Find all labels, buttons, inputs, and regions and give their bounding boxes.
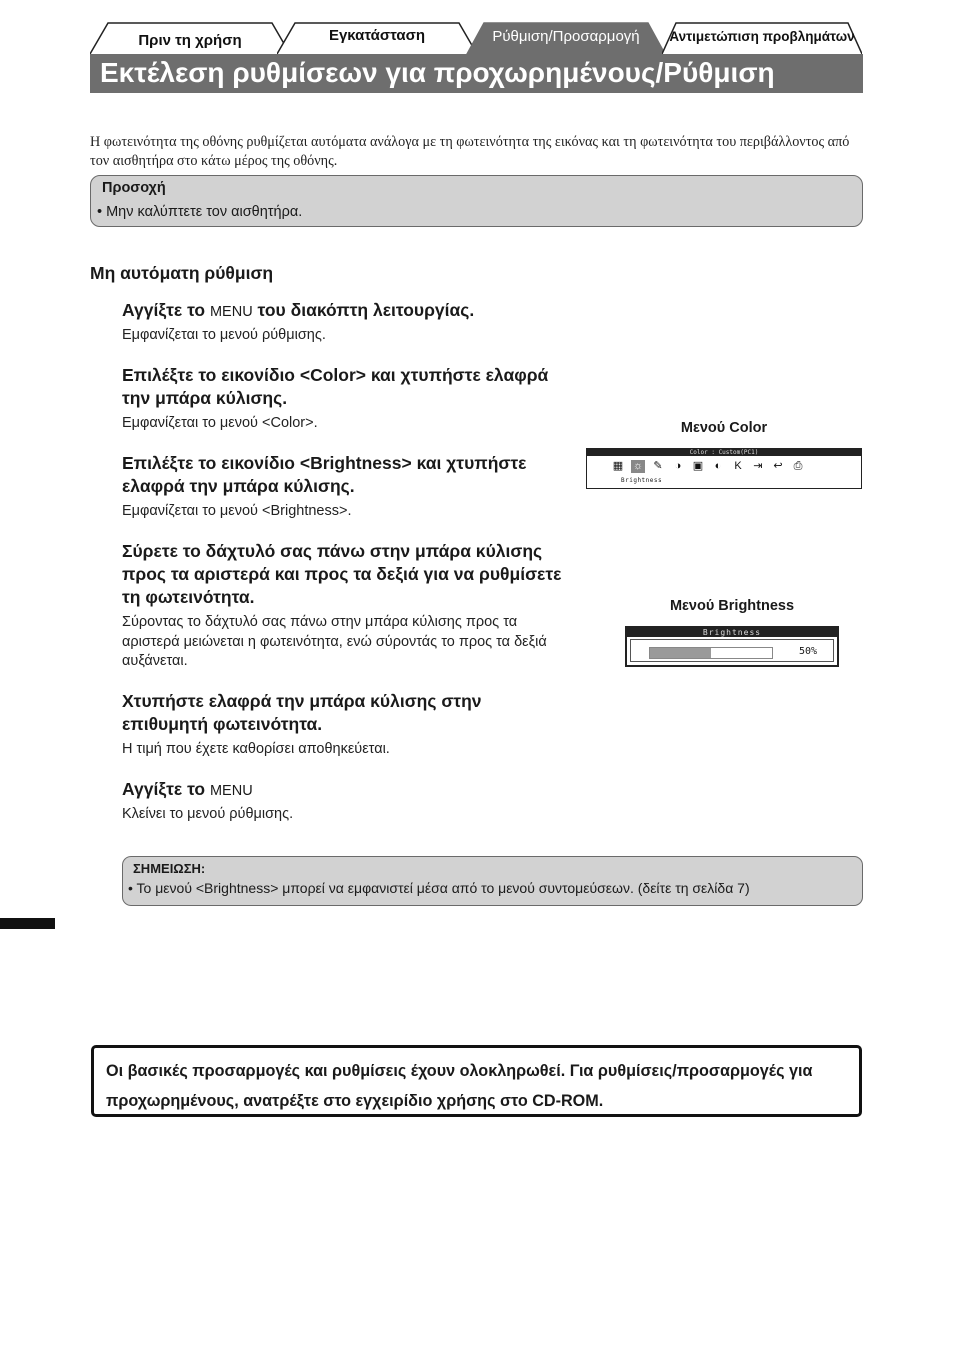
tab-troubleshooting[interactable] bbox=[662, 22, 862, 54]
step-2-heading: Επιλέξτε το εικονίδιο <Color> και χτυπήστε ελαφρά την μπάρα κύλισης. bbox=[122, 365, 549, 408]
gamma-icon: ◐ bbox=[714, 460, 722, 472]
caution-box bbox=[90, 175, 863, 227]
temperature-icon: K bbox=[734, 460, 742, 472]
brightness-slider[interactable] bbox=[649, 647, 773, 659]
menu-keyword: MENU bbox=[209, 304, 253, 320]
step-3-desc: Εμφανίζεται το μενού <Brightness>. bbox=[122, 503, 352, 519]
step-1-desc: Εμφανίζεται το μενού ρύθμισης. bbox=[122, 327, 326, 343]
step-5-heading: Χτυπήστε ελαφρά την μπάρα κύλισης στην επιθυμητή φωτεινότητα. bbox=[122, 691, 482, 734]
contrast-pen-icon: ✎ bbox=[653, 460, 663, 472]
tab-before-use[interactable] bbox=[90, 22, 290, 54]
page-title: Εκτέλεση ρυθμίσεων για προχωρημένους/Ρύθμιση bbox=[100, 57, 775, 88]
note-box bbox=[122, 856, 863, 906]
color-menu-selected: Brightness bbox=[621, 477, 663, 484]
tab-installation[interactable] bbox=[277, 22, 477, 54]
title-bar bbox=[90, 54, 863, 93]
brightness-menu-header: Brightness bbox=[627, 628, 837, 637]
step-1-pre: Αγγίξτε το bbox=[122, 300, 210, 320]
monitor-settings-icon: ▦ bbox=[612, 460, 624, 472]
intro-text: Η φωτεινότητα της οθόνης ρυθμίζεται αυτόματα ανάλογα με τη φωτεινότητα της εικόνας και τη φωτεινότητα του περιβάλλοντος από τον αισθητήρα στο κάτω μέρος της οθόνης. bbox=[90, 134, 850, 169]
contrast-icon: ◑ bbox=[674, 460, 682, 472]
color-menu-icons bbox=[611, 460, 805, 473]
page-edge-marker bbox=[0, 918, 55, 929]
brightness-icon: ☼ bbox=[632, 460, 644, 472]
return-icon: ↩ bbox=[773, 460, 783, 472]
step-6-pre: Αγγίξτε το bbox=[122, 779, 210, 799]
step-4-desc: Σύροντας το δάχτυλό σας πάνω στην μπάρα κύλισης προς τα αριστερά μειώνεται η φωτεινότητα, ενώ σύροντάς το προς τα δεξιά αυξάνεται. bbox=[122, 614, 547, 669]
completion-box bbox=[91, 1045, 862, 1117]
print-icon: ⎙ bbox=[793, 460, 803, 472]
display-icon: ▣ bbox=[692, 460, 704, 472]
tab-label: Ρύθμιση/Προσαρμογή bbox=[492, 27, 640, 45]
brightness-menu-screenshot bbox=[625, 626, 839, 667]
menu-keyword: MENU bbox=[209, 783, 253, 799]
step-6-desc: Κλείνει το μενού ρύθμισης. bbox=[122, 806, 294, 822]
brightness-menu-label: Μενού Brightness bbox=[669, 598, 795, 614]
brightness-value: 50% bbox=[798, 646, 817, 657]
section-heading: Μη αυτόματη ρύθμιση bbox=[90, 263, 274, 283]
tab-label: Αντιμετώπιση προβλημάτων bbox=[669, 28, 855, 44]
step-4-heading: Σύρετε το δάχτυλό σας πάνω στην μπάρα κύλισης προς τα αριστερά και προς τα δεξιά για να ρυθμίσετε τη φωτεινότητα. bbox=[122, 541, 562, 607]
step-6-heading bbox=[122, 778, 572, 803]
tab-label: Εγκατάσταση bbox=[328, 26, 426, 44]
tab-setup-adjustment[interactable] bbox=[466, 22, 666, 54]
brightness-slider-fill bbox=[650, 648, 711, 658]
arrow-icon: ⇥ bbox=[753, 460, 763, 472]
note-title: ΣΗΜΕΙΩΣΗ: bbox=[133, 861, 206, 876]
completion-message: Οι βασικές προσαρμογές και ρυθμίσεις έχουν ολοκληρωθεί. Για ρυθμίσεις/προσαρμογές για προχωρημένους, ανατρέξτε στο εγχειρίδιο χρήσης στο CD-ROM. bbox=[106, 1062, 813, 1110]
tab-label: Πριν τη χρήση bbox=[138, 31, 242, 49]
step-3-heading: Επιλέξτε το εικονίδιο <Brightness> και χτυπήστε ελαφρά την μπάρα κύλισης. bbox=[122, 453, 527, 496]
color-menu-label: Μενού Color bbox=[680, 420, 768, 436]
step-1-heading bbox=[122, 299, 572, 324]
step-1-post: του διακόπτη λειτουργίας. bbox=[252, 300, 475, 320]
color-menu-header: Color : Custom(PC1) bbox=[587, 449, 861, 456]
note-body: • Το μενού <Brightness> μπορεί να εμφανιστεί μέσα από το μενού συντομεύσεων. (δείτε τη σελίδα 7) bbox=[128, 880, 750, 896]
caution-title: Προσοχή bbox=[102, 180, 166, 196]
step-5-desc: Η τιμή που έχετε καθορίσει αποθηκεύεται. bbox=[122, 741, 390, 757]
color-menu-screenshot bbox=[586, 448, 862, 489]
caution-body: • Μην καλύπτετε τον αισθητήρα. bbox=[97, 204, 303, 220]
step-2-desc: Εμφανίζεται το μενού <Color>. bbox=[122, 415, 318, 431]
brightness-panel bbox=[630, 639, 834, 662]
